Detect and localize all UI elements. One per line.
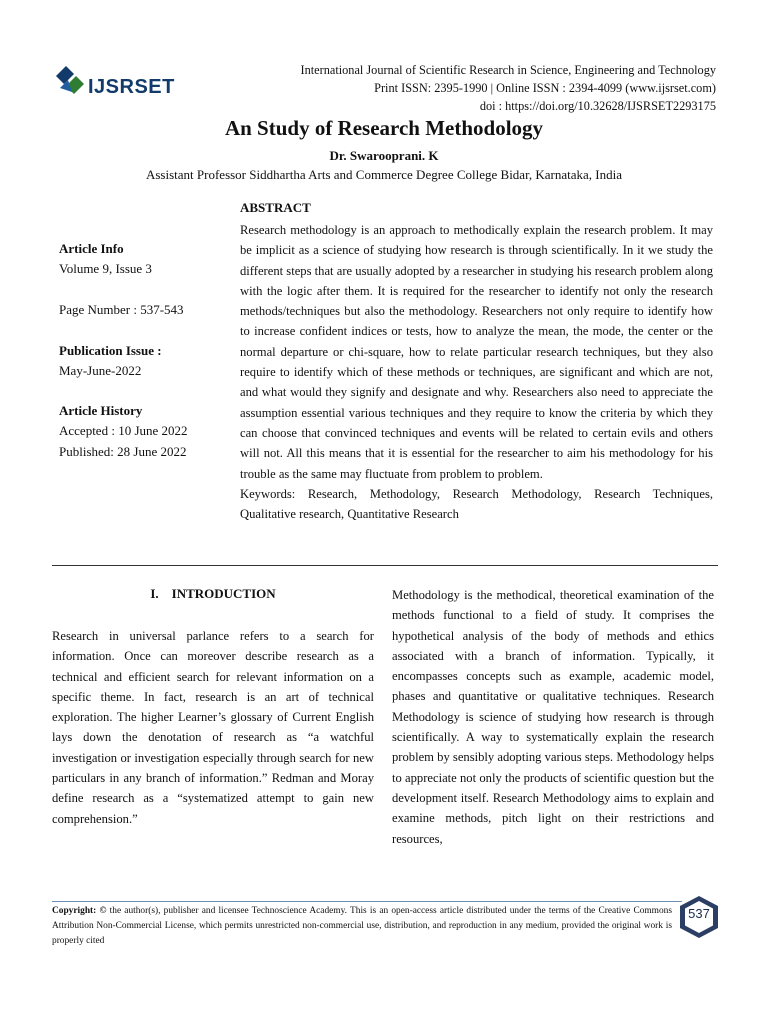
page-number: 537	[688, 906, 710, 921]
journal-name: International Journal of Scientific Research in Science, Engineering and Technology	[300, 63, 716, 77]
article-history-label: Article History	[59, 403, 143, 418]
footer-divider	[52, 901, 682, 902]
section-divider	[52, 565, 718, 566]
article-title: An Study of Research Methodology	[224, 116, 544, 140]
published-date: Published: 28 June 2022	[59, 444, 187, 459]
abstract-body	[240, 220, 713, 524]
copyright-text: the author(s), publisher and licensee Technoscience Academy. This is an open-access article distributed under the terms of the Creative Commons Attribution Non-Commercial License, which permits unrestricted non-commercial use, distribution, and reproduction in any medium, provided the original work is properly cited	[52, 906, 672, 946]
abstract-text: Research methodology is an approach to methodically explain the research problem. It may be implicit as a science of studying how research is through scientifically. In it we study the different steps that are usually adopted by a researcher in studying his research problem along with the logic after them. It is required for the researcher to identify not only the research methods/techniques but also the methodology. Researchers not only require to identify how to increase confident indices or tests, how to analyze the mean, the mode, the center or the normal departure or chi-square, how to relate particular research techniques, but they also require to identify which of these methods or techniques, are significant and which are not, and what would they signify and designate and why. Researchers also need to appreciate the assumption essential various techniques and they require to know the criteria by which they can choose that convinced techniques and events will be related to certain evils and others will not. All this means that it is essential for the researcher to aim his methodology for his trouble as the same may fluctuate from problem to problem.	[240, 223, 713, 481]
page-number-info: Page Number : 537-543	[59, 302, 184, 317]
introduction-column-1: Research in universal parlance refers to a search for information. Once can moreover describe research as a technical and efficient search for relevant information on a specific theme. In fact, research is an art of technical exploration. The higher Learner’s glossary of Current English lays down the denotation of research as “a watchful investigation or investigation especially through search for new particulars in any branch of information.” Redman and Moray define research as a “systematized attempt to gain new comprehension.”	[52, 629, 374, 826]
abstract-heading: ABSTRACT	[240, 200, 311, 215]
volume-issue: Volume 9, Issue 3	[59, 261, 152, 276]
article-author: Dr. Swarooprani. K	[329, 148, 439, 163]
accepted-date: Accepted : 10 June 2022	[59, 423, 188, 438]
introduction-column-2: Methodology is the methodical, theoretical examination of the methods functional to a field of study. It comprises the hypothetical analysis of the body of methods and ethics associated with a branch of information. Typically, it encompasses concepts such as example, academic model, phases and quantitative or qualitative techniques. Research Methodology is science of studying how research is through scientifically. A way to systematically explain the research problem by sensibly adopting various steps. Methodology helps to appreciate not only the products of scientific question but the development itself. Research Methodology aims to explain and examine methods, pitch light on their restrictions and resources,	[392, 588, 714, 846]
copyright-label: Copyright: ©	[52, 906, 107, 916]
copyright-notice	[52, 904, 672, 949]
author-affiliation: Assistant Professor Siddhartha Arts and Commerce Degree College Bidar, Karnataka, India	[145, 167, 623, 182]
journal-issn: Print ISSN: 2395-1990 | Online ISSN : 2394-4099 (www.ijsrset.com)	[374, 81, 716, 95]
introduction-heading: I. INTRODUCTION	[150, 586, 276, 601]
journal-doi[interactable]: doi : https://doi.org/10.32628/IJSRSET2293175	[479, 99, 716, 113]
journal-logo-text: IJSRSET	[88, 76, 175, 98]
publication-issue-label: Publication Issue :	[59, 343, 162, 358]
publication-issue: May-June-2022	[59, 363, 142, 378]
article-info-label: Article Info	[59, 241, 124, 256]
abstract-keywords: Keywords: Research, Methodology, Research Methodology, Research Techniques, Qualitative research, Quantitative Research	[240, 486, 713, 522]
